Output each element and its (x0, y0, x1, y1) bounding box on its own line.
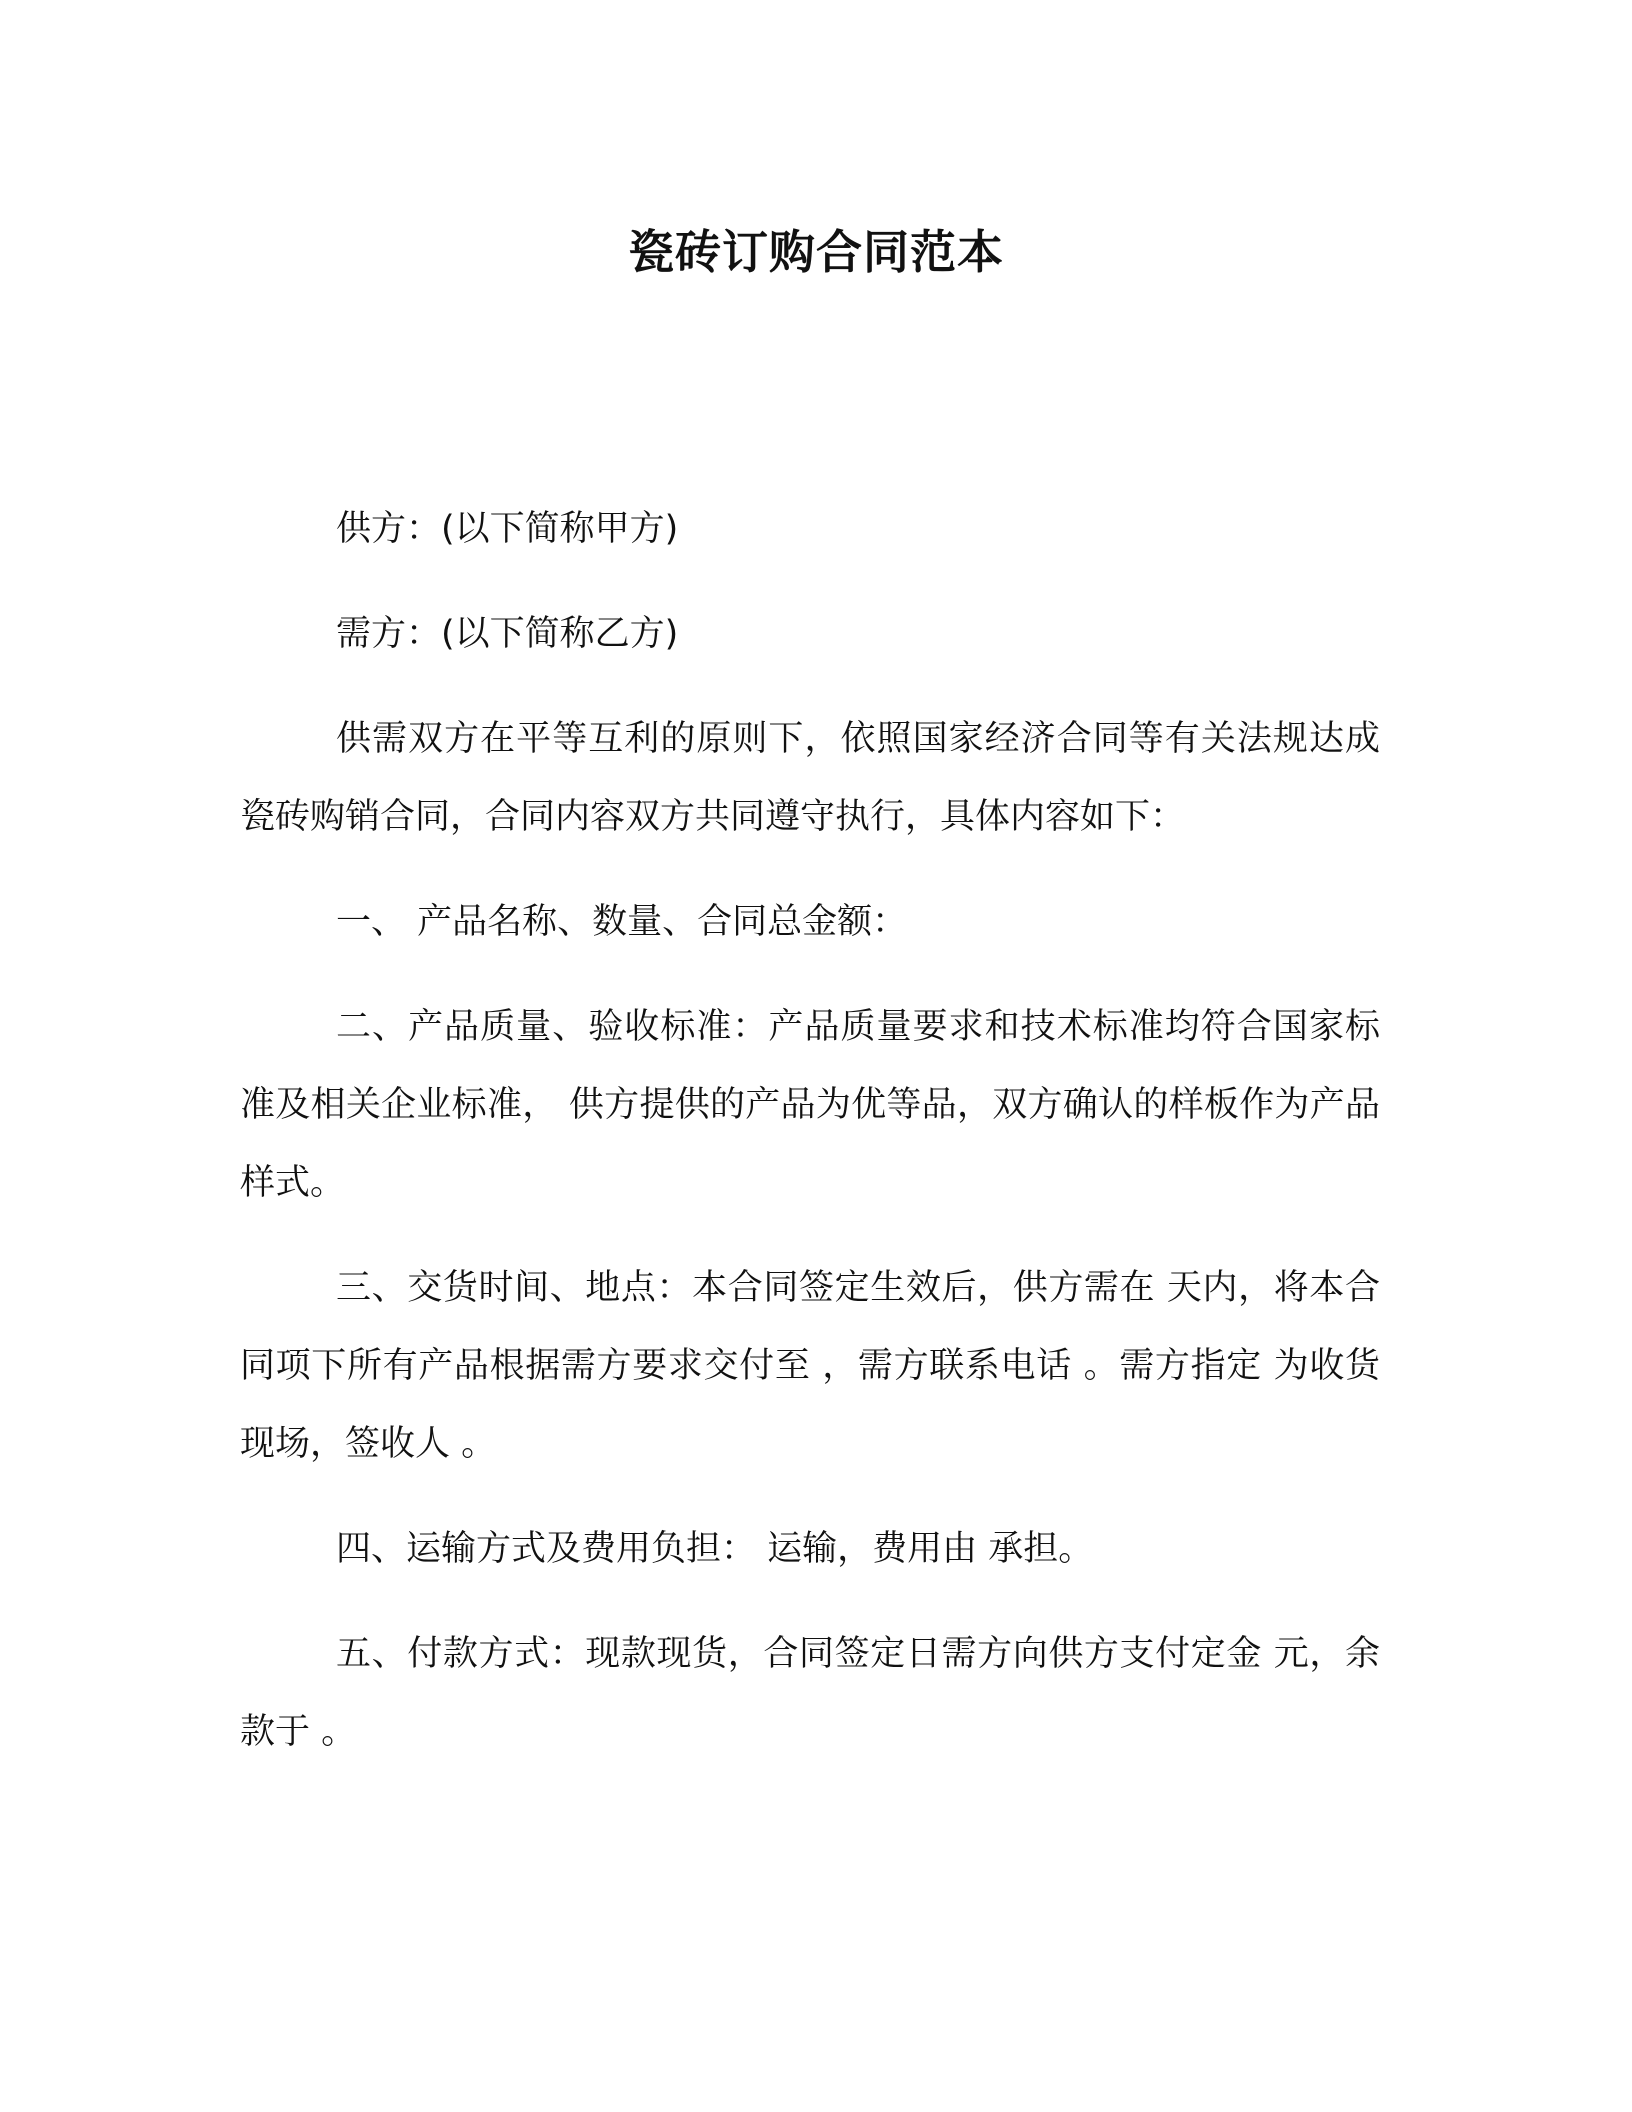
clause-3-delivery: 三、交货时间、地点：本合同签定生效后，供方需在 天内，将本合同项下所有产品根据需方要求交付至 ，需方联系电话 。需方指定 为收货现场，签收人 。 (240, 1268, 1380, 1464)
document-title: 瓷砖订购合同范本 (628, 225, 1004, 279)
clause-5-payment: 五、付款方式：现款现货，合同签定日需方向供方支付定金 元，余款于 。 (240, 1634, 1380, 1752)
clause-4-transport: 四、运输方式及费用负担： 运输，费用由 承担。 (336, 1529, 1094, 1569)
clause-1-product: 一、 产品名称、数量、合同总金额： (336, 902, 908, 942)
paragraph-buyer: 需方：(以下简称乙方) (336, 614, 679, 654)
document-body (240, 490, 1380, 1798)
paragraph-supplier: 供方：(以下简称甲方) (336, 509, 679, 549)
paragraph-preamble: 供需双方在平等互利的原则下，依照国家经济合同等有关法规达成瓷砖购销合同，合同内容双方共同遵守执行，具体内容如下： (240, 719, 1380, 837)
clause-2-quality: 二、产品质量、验收标准：产品质量要求和技术标准均符合国家标准及相关企业标准， 供方提供的产品为优等品，双方确认的样板作为产品样式。 (240, 1007, 1380, 1203)
